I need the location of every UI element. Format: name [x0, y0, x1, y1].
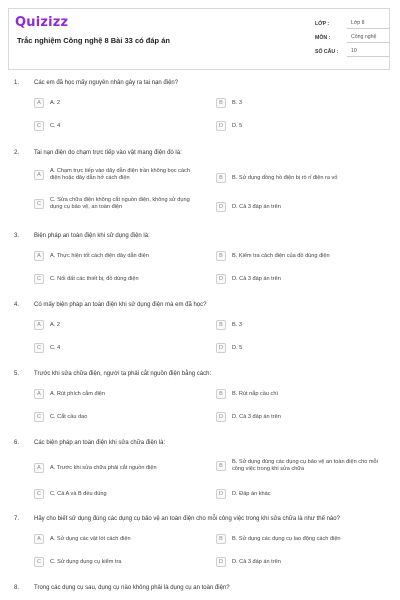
question-number: 1. [14, 80, 20, 86]
option-letter-box: D [216, 121, 226, 131]
question-number: 2. [14, 150, 20, 156]
option-b[interactable] [216, 173, 381, 183]
option-c[interactable] [34, 197, 199, 211]
option-letter-box: C [34, 412, 44, 422]
option-a[interactable] [34, 251, 199, 261]
class-value: Lớp 8 [347, 20, 389, 29]
option-text: A. Thực hiện tốt cách điện dây dẫn điện [50, 252, 149, 259]
option-text: A. Rút phích cắm điện [50, 390, 106, 397]
option-text: C. 4 [50, 344, 61, 351]
option-letter-box: C [34, 274, 44, 284]
question-number: 6. [14, 440, 20, 446]
question-text: Các biện pháp an toàn điện khi sửa chữa điện là: [34, 440, 166, 446]
option-c[interactable] [34, 121, 199, 131]
option-d[interactable] [216, 121, 381, 131]
question-number: 3. [14, 233, 20, 239]
option-text: C. Nối đất các thiết bị, đồ dùng điện [50, 275, 139, 282]
class-label: LỚP : [315, 21, 330, 27]
option-a[interactable] [34, 389, 199, 399]
option-text: D. 5 [232, 122, 243, 129]
option-text: B. Sử dụng đồng hồ điện bị rò rỉ điện ra vỏ [232, 174, 338, 181]
option-text: A. Chạm trực tiếp vào dây dẫn điện trần không bọc cách điện hoặc dây dẫn hở cách điện [50, 168, 190, 181]
option-d[interactable] [216, 343, 381, 353]
option-letter-box: B [216, 534, 226, 544]
option-letter-box: D [216, 343, 226, 353]
question-text: Có mấy biện pháp an toàn điện khi sử dụng điện mà em đã học? [34, 302, 207, 308]
option-text: A. 2 [50, 99, 60, 106]
option-c[interactable] [34, 557, 199, 567]
option-letter-box: C [34, 343, 44, 353]
option-letter-box: A [34, 98, 44, 108]
option-text: C. Sử dụng dụng cụ kiểm tra [50, 558, 122, 565]
option-letter-box: B [216, 173, 226, 183]
option-text: B. Kiểm tra cách điện của đồ dùng điện [232, 252, 330, 259]
option-letter-box: A [34, 389, 44, 399]
question-text: Biện pháp an toàn điện khi sử dụng điện là: [34, 233, 150, 239]
question-text: Các em đã học mấy nguyên nhân gây ra tai nạn điện? [34, 80, 179, 86]
option-b[interactable] [216, 534, 381, 544]
option-text: A. 2 [50, 321, 60, 328]
option-b[interactable] [216, 459, 381, 473]
option-a[interactable] [34, 320, 199, 330]
option-text: A. Trước khi sửa chữa phải cắt nguồn điện [50, 464, 157, 471]
option-letter-box: B [216, 389, 226, 399]
option-letter-box: D [216, 412, 226, 422]
option-text: B. Sử dụng đúng các dụng cụ bảo vệ an toàn điện cho mỗi công việc trong khi sửa chữa [232, 459, 378, 472]
worksheet-header [8, 8, 390, 70]
question-text: Hãy cho biết sử dụng đúng các dụng cụ bảo vệ an toàn điện cho mỗi công việc trong khi sửa chữa là như thế nào? [34, 516, 340, 522]
option-letter-box: A [34, 251, 44, 261]
option-letter-box: D [216, 489, 226, 499]
subject-label: MÔN : [315, 35, 331, 41]
option-text: D. Cả 3 đáp án trên [232, 413, 281, 420]
option-d[interactable] [216, 202, 381, 212]
option-text: B. Sử dụng các dụng cụ lao động cách điện [232, 535, 341, 542]
option-b[interactable] [216, 251, 381, 261]
quizizz-logo: Quizizz [15, 15, 69, 30]
option-text: A. Sử dụng các vật lót cách điện [50, 535, 131, 542]
option-b[interactable] [216, 98, 381, 108]
option-text: D. Cả 3 đáp án trên [232, 558, 281, 565]
option-letter-box: A [34, 534, 44, 544]
option-a[interactable] [34, 534, 199, 544]
option-d[interactable] [216, 274, 381, 284]
option-text: B. 3 [232, 321, 242, 328]
option-letter-box: D [216, 202, 226, 212]
subject-row [315, 29, 389, 43]
option-a[interactable] [34, 168, 199, 182]
question-number: 4. [14, 302, 20, 308]
option-b[interactable] [216, 389, 381, 399]
option-c[interactable] [34, 489, 199, 499]
option-letter-box: C [34, 199, 44, 209]
option-text: B. Rút nắp cầu chì [232, 390, 279, 397]
option-letter-box: A [34, 170, 44, 180]
option-letter-box: B [216, 98, 226, 108]
subject-value: Công nghệ [347, 34, 389, 43]
question-text: Tai nạn điện do chạm trực tiếp vào vật mang điện đó là: [34, 150, 182, 156]
option-letter-box: D [216, 274, 226, 284]
question-count-value: 10 [347, 48, 389, 57]
option-letter-box: B [216, 251, 226, 261]
option-letter-box: C [34, 121, 44, 131]
class-row [315, 15, 389, 29]
option-text: D. Cả 3 đáp án trên [232, 203, 281, 210]
page-title: Trắc nghiệm Công nghệ 8 Bài 33 có đáp án [17, 36, 170, 45]
question-text: Trước khi sửa chữa điện, người ta phải cắt nguồn điện bằng cách: [34, 371, 212, 377]
option-d[interactable] [216, 557, 381, 567]
option-a[interactable] [34, 98, 199, 108]
option-c[interactable] [34, 274, 199, 284]
option-c[interactable] [34, 343, 199, 353]
question-number: 8. [14, 585, 20, 591]
option-letter-box: A [34, 320, 44, 330]
option-letter-box: B [216, 461, 226, 471]
option-text: C. Cả A và B đều đúng [50, 490, 107, 497]
option-text: D. 5 [232, 344, 243, 351]
option-c[interactable] [34, 412, 199, 422]
option-text: D. Cả 3 đáp án trên [232, 275, 281, 282]
question-number: 7. [14, 516, 20, 522]
option-letter-box: C [34, 489, 44, 499]
question-number: 5. [14, 371, 20, 377]
option-d[interactable] [216, 412, 381, 422]
option-text: C. 4 [50, 122, 61, 129]
worksheet-meta [315, 15, 389, 57]
option-letter-box: D [216, 557, 226, 567]
question-count-label: SỐ CÂU : [315, 49, 339, 55]
option-b[interactable] [216, 320, 381, 330]
option-d[interactable] [216, 489, 381, 499]
question-text: Trong các dụng cụ sau, dụng cụ nào không phải là dụng cụ an toàn điện? [34, 585, 230, 591]
option-letter-box: C [34, 557, 44, 567]
option-text: C. Cắt cầu dao [50, 413, 88, 420]
option-letter-box: A [34, 463, 44, 473]
option-text: C. Sửa chữa điện không cắt nguồn điện, không sử dụng dụng cụ bảo vệ, an toàn điện [50, 197, 190, 210]
option-text: D. Đáp án khác [232, 490, 271, 497]
option-a[interactable] [34, 463, 199, 473]
option-letter-box: B [216, 320, 226, 330]
question-count-row [315, 43, 389, 57]
option-text: B. 3 [232, 99, 242, 106]
